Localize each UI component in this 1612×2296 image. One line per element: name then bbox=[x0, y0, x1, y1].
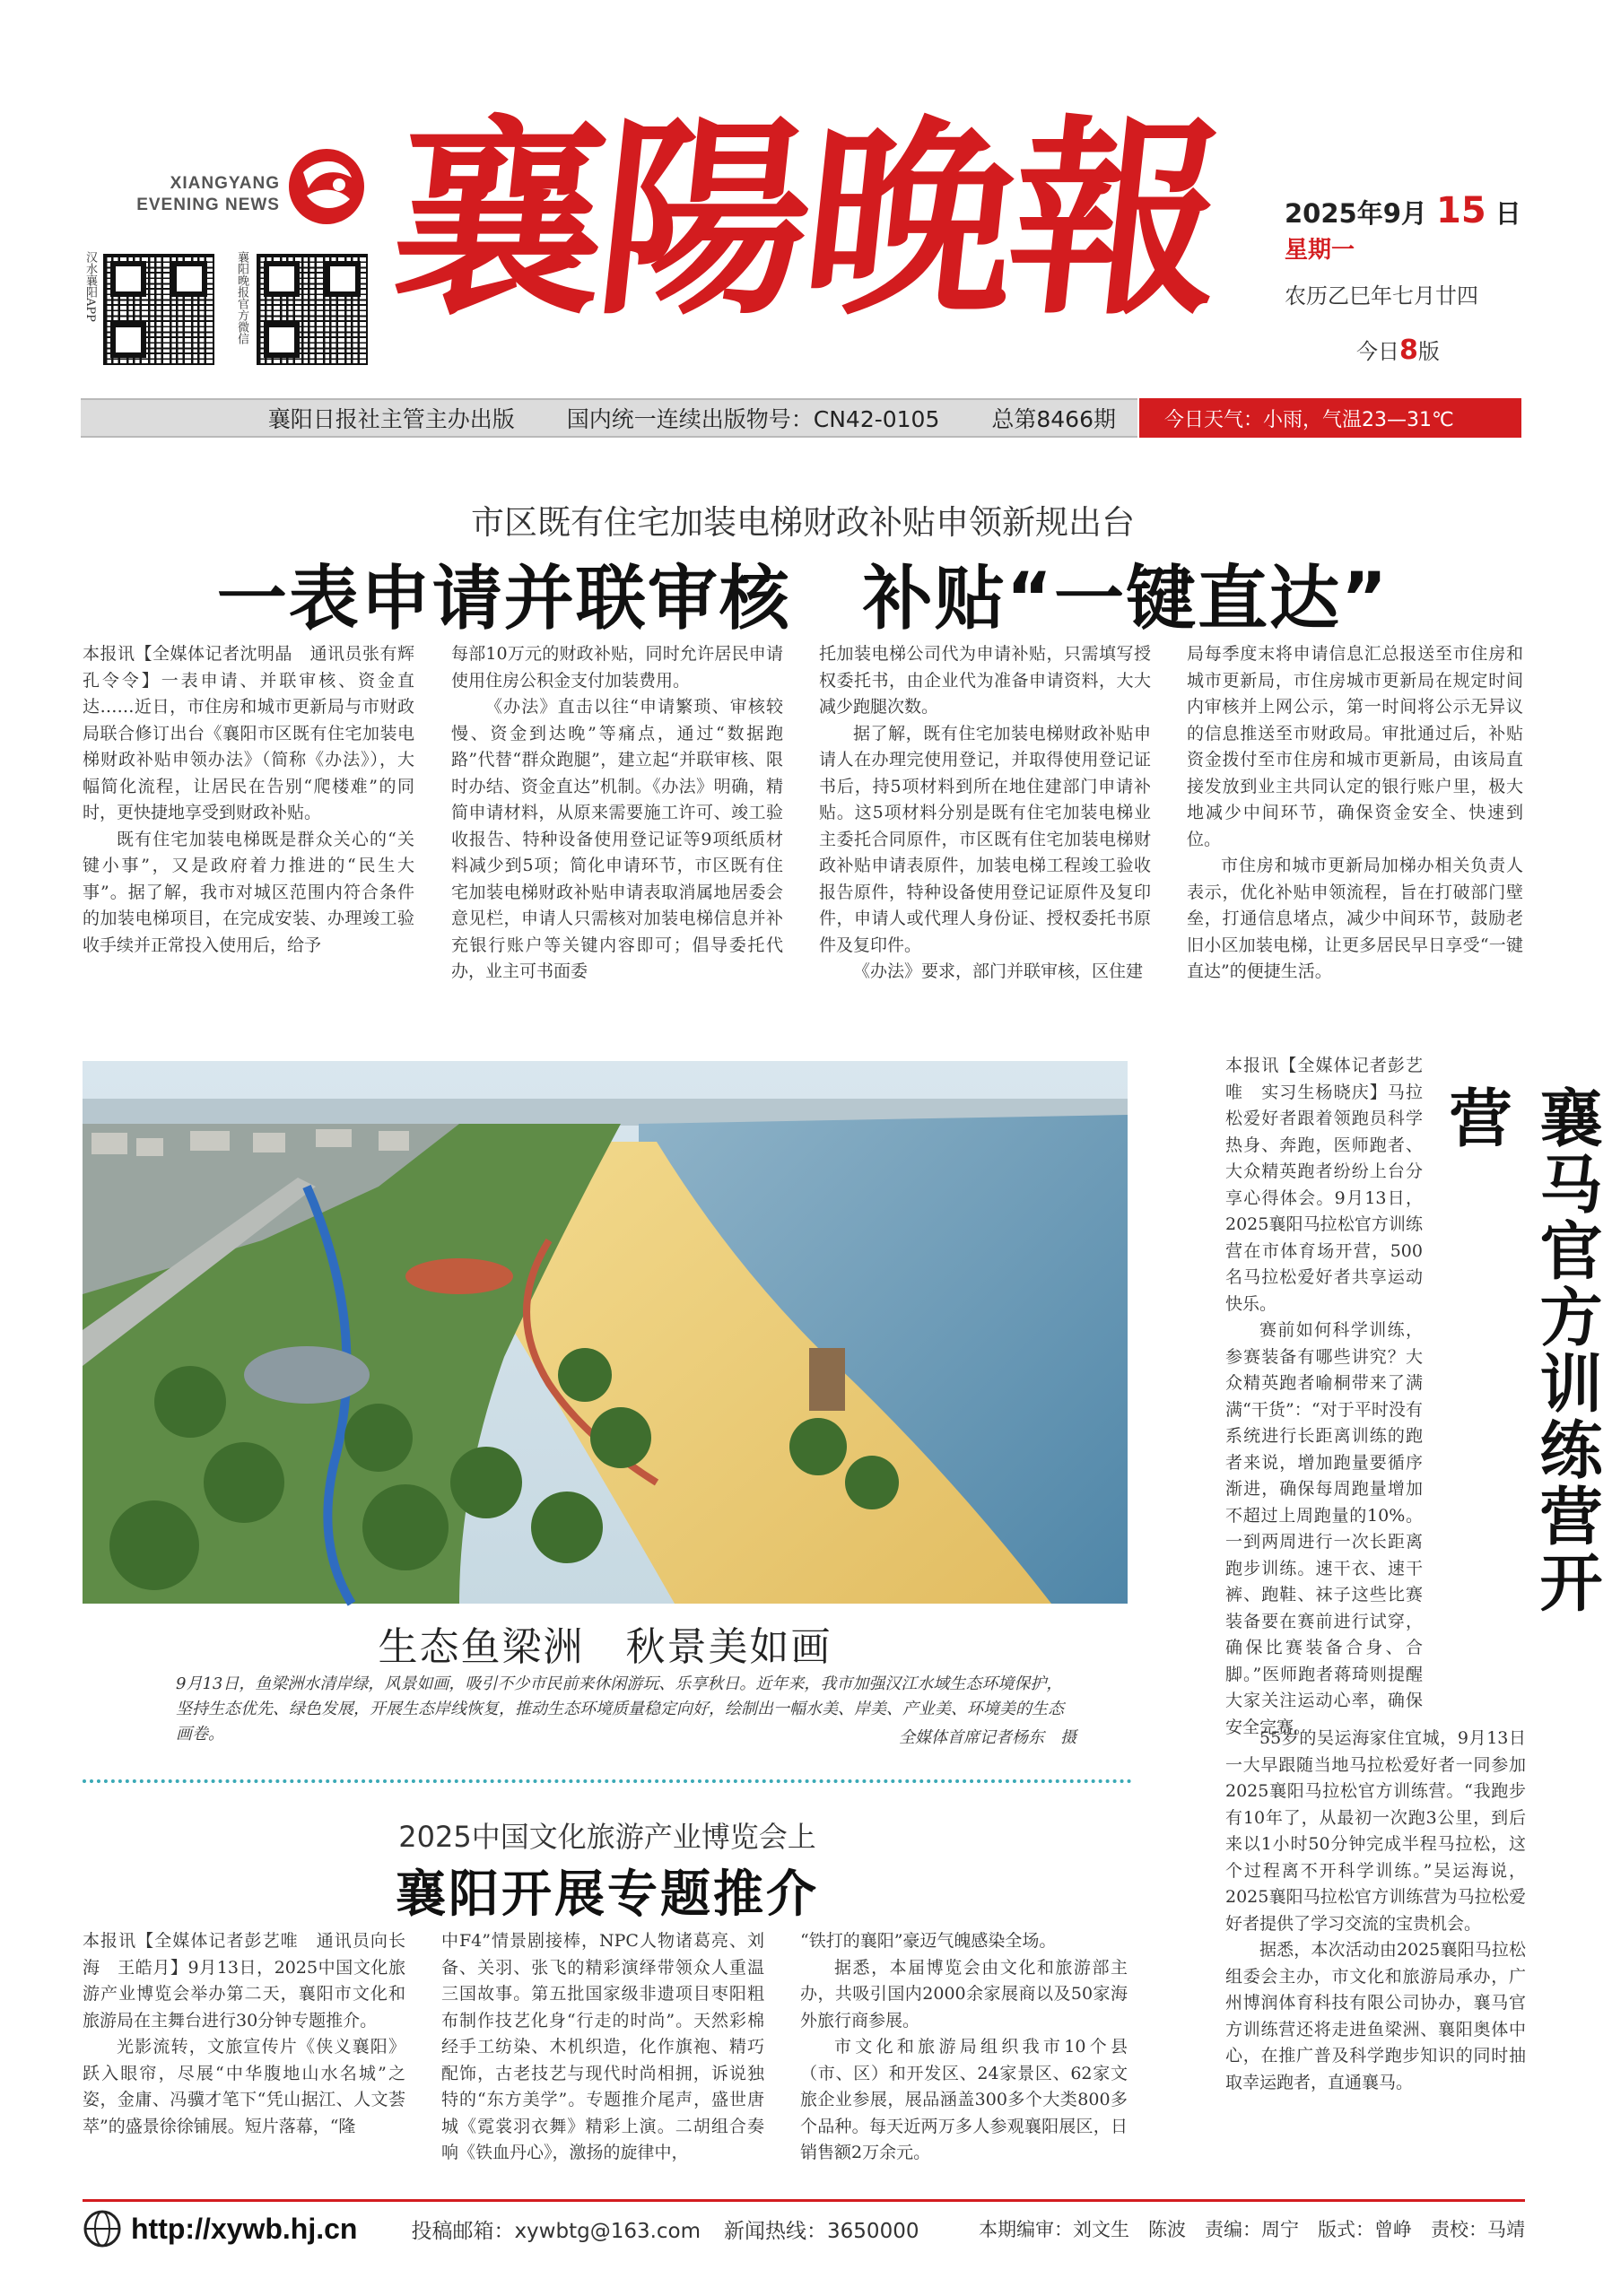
lunar-date: 农历乙巳年七月廿四 bbox=[1285, 283, 1478, 309]
newspaper-logo-icon bbox=[285, 145, 368, 228]
yuliangzhou-aerial-photo bbox=[83, 1061, 1128, 1604]
lead-column-2 bbox=[451, 641, 783, 982]
footer-rule bbox=[83, 2199, 1525, 2202]
marathon-paragraph: 赛前如何科学训练，参赛装备有哪些讲究？大众精英跑者喻桐带来了满满“干货”：“对于平时没有系统进行长距离训练的跑者来说，增加跑量要循序渐进，确保每周跑量增加不超过上周跑量的10%。一到两周进行一次长距离跑步训练。速干衣、速干裤、跑鞋、袜子这些比赛装备要在赛前进行试穿，确保比赛装备合身、合脚。”医师跑者蒋琦则提醒大家关注运动心率，确保安全完赛。 bbox=[1225, 1320, 1423, 1737]
pages-prefix: 今日 bbox=[1356, 339, 1399, 364]
lead-kicker: 市区既有住宅加装电梯财政补贴申领新规出台 bbox=[471, 503, 1135, 542]
publication-info-bar bbox=[81, 398, 1137, 438]
date-suffix: 日 bbox=[1494, 198, 1521, 229]
date-prefix: 2025年9月 bbox=[1285, 198, 1427, 229]
marathon-paragraph: 据悉，本次活动由2025襄阳马拉松组委会主办，市文化和旅游局承办，广州博润体育科技有限公司协办，襄马官方训练营还将走进鱼梁洲、襄阳奥体中心，在推广普及科学跑步知识的同时抽取幸运跑者，直通襄马。 bbox=[1225, 1940, 1526, 2092]
qr-code-app[interactable] bbox=[103, 254, 214, 365]
footer bbox=[83, 2206, 1525, 2251]
expo-column-3 bbox=[800, 1928, 1128, 2162]
expo-headline: 襄阳开展专题推介 bbox=[396, 1865, 819, 1924]
marathon-column-upper bbox=[1225, 1053, 1423, 1737]
qr-caption-app: 汉水襄阳APP bbox=[83, 251, 97, 322]
issue-date bbox=[1285, 190, 1521, 231]
page-count bbox=[1356, 334, 1440, 366]
marathon-paragraph: 本报讯【全媒体记者彭艺唯 实习生杨晓庆】马拉松爱好者跟着领跑员科学热身、奔跑，医师跑者、大众精英跑者纷纷上台分享心得体会。9月13日，2025襄阳马拉松官方训练营在市体育场开营，500名马拉松爱好者共享运动快乐。 bbox=[1225, 1056, 1423, 1314]
cn-number: 国内统一连续出版物号：CN42-0105 bbox=[566, 406, 940, 432]
expo-paragraph: “铁打的襄阳”豪迈气魄感染全场。 bbox=[800, 1931, 1057, 1951]
editorial-credits: 本期编审：刘文生 陈波 责编：周宁 版式：曾峥 责校：马靖 bbox=[979, 2219, 1525, 2240]
lead-paragraph: 《办法》要求，部门并联审核，区住建 bbox=[853, 961, 1144, 981]
weekday: 星期一 bbox=[1285, 237, 1355, 264]
marathon-paragraph: 55岁的吴运海家住宜城，9月13日一大早跟随当地马拉松爱好者一同参加2025襄阳马拉松官方训练营。“我跑步有10年了，从最初一次跑3公里，到后来以1小时50分钟完成半程马拉松，这个过程离不开科学训练。”吴运海说，2025襄阳马拉松官方训练营为马拉松爱好者提供了学习交流的宝贵机会。 bbox=[1225, 1728, 1526, 1934]
weather-bar: 今日天气：小雨，气温23—31℃ bbox=[1139, 398, 1521, 438]
expo-kicker: 2025中国文化旅游产业博览会上 bbox=[398, 1820, 816, 1854]
lead-paragraph: 局每季度末将申请信息汇总报送至市住房和城市更新局，市住房城市更新局在规定时间内审核并上网公示，第一时间将公示无异议的信息推送至市财政局。审批通过后，补贴资金拨付至市住房和城市更新局，由该局直接发放到业主共同认定的银行账户里，极大地减少中间环节，确保资金安全、快速到位。 bbox=[1187, 644, 1523, 849]
photo-credit: 全媒体首席记者杨东 摄 bbox=[899, 1728, 1076, 1747]
submission-email: 投稿邮箱：xywbtg@163.com bbox=[411, 2219, 701, 2243]
expo-paragraph: 市文化和旅游局组织我市10个县（市、区）和开发区、24家景区、62家文旅企业参展，展品涵盖300多个大类800多个品种。每天近两万多人参观襄阳展区，日销售额2万余元。 bbox=[800, 2037, 1128, 2162]
lead-paragraph: 既有住宅加装电梯既是群众关心的“关键小事”，又是政府着力推进的“民生大事”。据了解，我市对城区范围内符合条件的加装电梯项目，在完成安装、办理竣工验收手续并正常投入使用后，给予 bbox=[83, 829, 414, 955]
english-name-line1: XIANGYANG bbox=[170, 174, 280, 193]
photo-headline: 生态鱼梁洲 秋景美如画 bbox=[378, 1624, 832, 1670]
lead-column-3 bbox=[819, 641, 1151, 982]
lead-paragraph: 本报讯【全媒体记者沈明晶 通讯员张有辉 孔令令】一表申请、并联审核、资金直达……近日，市住房和城市更新局与市财政局联合修订出台《襄阳市区既有住宅加装电梯财政补贴申领办法》（简称《办法》），大幅简化流程，让居民在告别“爬楼难”的同时，更快捷地享受到财政补贴。 bbox=[83, 644, 432, 822]
lead-paragraph: 托加装电梯公司代为申请补贴，只需填写授权委托书，由企业代为准备申请资料，大大减少跑腿次数。 bbox=[819, 644, 1151, 717]
date-day: 15 bbox=[1436, 190, 1486, 231]
qr-code-wechat[interactable] bbox=[257, 254, 368, 365]
issue-number: 总第8466期 bbox=[991, 406, 1116, 432]
lead-paragraph: 每部10万元的财政补贴，同时允许居民申请使用住房公积金支付加装费用。 bbox=[451, 644, 783, 691]
photo-caption-text: 9月13日，鱼梁洲水清岸绿，风景如画，吸引不少市民前来休闲游玩、乐享秋日。近年来，我市加强汉江水域生态环境保护，坚持生态优先、绿色发展，开展生态岸线恢复，推动生态环境质量稳定向好，绘制出一幅水美、岸美、产业美、环境美的生态画卷。 bbox=[176, 1674, 1064, 1744]
lead-column-1 bbox=[83, 641, 432, 982]
website-link[interactable]: http://xywb.hj.cn bbox=[131, 2212, 358, 2245]
expo-paragraph: 中F4”情景剧接棒，NPC人物诸葛亮、刘备、关羽、张飞的精彩演绎带领众人重温三国故事。第五批国家级非遗项目枣阳粗布制作技艺化身“行走的时尚”。天然彩棉经手工纺染、木机织造，化作旗袍、精巧配饰，古老技艺与现代时尚相拥，诉说独特的“东方美学”。专题推介尾声，盛世唐城《霓裳羽衣舞》精彩上演。二胡组合奏响《铁血丹心》，激扬的旋律中， bbox=[441, 1931, 764, 2162]
expo-column-2 bbox=[441, 1928, 764, 2162]
expo-paragraph: 本报讯【全媒体记者彭艺唯 通讯员向长海 王皓月】9月13日，2025中国文化旅游产业博览会举办第二天，襄阳市文化和旅游局在主舞台进行30分钟专题推介。 bbox=[83, 1931, 405, 2031]
expo-paragraph: 光影流转，文旅宣传片《侠义襄阳》跃入眼帘，尽展“中华腹地山水名城”之姿，金庸、冯骥才笔下“凭山据江、人文荟萃”的盛景徐徐铺展。短片落幕，“隆 bbox=[83, 2037, 405, 2136]
expo-column-1 bbox=[83, 1928, 405, 2152]
pages-suffix: 版 bbox=[1417, 339, 1440, 364]
website-globe-icon bbox=[83, 2209, 122, 2248]
marathon-column-lower bbox=[1225, 1726, 1526, 2140]
marathon-headline: 襄马官方训练营开营 bbox=[1439, 1085, 1604, 1616]
lead-paragraph: 据了解，既有住宅加装电梯财政补贴申请人在办理完使用登记，并取得使用登记证书后，持5项材料到所在地住建部门申请补贴。这5项材料分别是既有住宅加装电梯业主委托合同原件，市区既有住宅加装电梯财政补贴申请表原件，加装电梯工程竣工验收报告原件，特种设备使用登记证原件及复印件，申请人或代理人身份证、授权委托书原件及复印件。 bbox=[819, 723, 1151, 955]
masthead-title: 襄陽晚報 bbox=[381, 96, 1230, 344]
lead-column-4 bbox=[1187, 641, 1523, 982]
lead-paragraph: 《办法》直击以往“申请繁琐、审核较慢、资金到达晚”等痛点，通过“数据跑路”代替“群众跑腿”，建立起“并联审核、限时办结、资金直达”机制。《办法》明确，精简申请材料，从原来需要施工许可、竣工验收报告、特种设备使用登记证等9项纸质材料减少到5项；简化申请环节，市区既有住宅加装电梯财政补贴申请表取消属地居委会意见栏，申请人只需核对加装电梯信息并补充银行账户等关键内容即可；倡导委托代办，业主可书面委 bbox=[451, 697, 783, 981]
qr-caption-wechat: 襄阳晚报官方微信 bbox=[235, 251, 248, 344]
lead-paragraph: 市住房和城市更新局加梯办相关负责人表示，优化补贴申领流程，旨在打破部门壁垒，打通信息堵点，减少中间环节，鼓励老旧小区加装电梯，让更多居民早日享受“一键直达”的便捷生活。 bbox=[1187, 856, 1523, 981]
publisher: 襄阳日报社主管主办出版 bbox=[267, 406, 515, 432]
english-name bbox=[126, 173, 280, 216]
english-name-line2: EVENING NEWS bbox=[136, 196, 280, 214]
expo-paragraph: 据悉，本届博览会由文化和旅游部主办，共吸引国内2000余家展商以及50家海外旅行商参展。 bbox=[800, 1957, 1128, 2031]
pages-count: 8 bbox=[1399, 335, 1418, 366]
section-divider bbox=[83, 1779, 1132, 1783]
news-hotline: 新闻热线：3650000 bbox=[724, 2219, 919, 2243]
lead-headline: 一表申请并联审核 补贴“一键直达” bbox=[216, 559, 1390, 639]
